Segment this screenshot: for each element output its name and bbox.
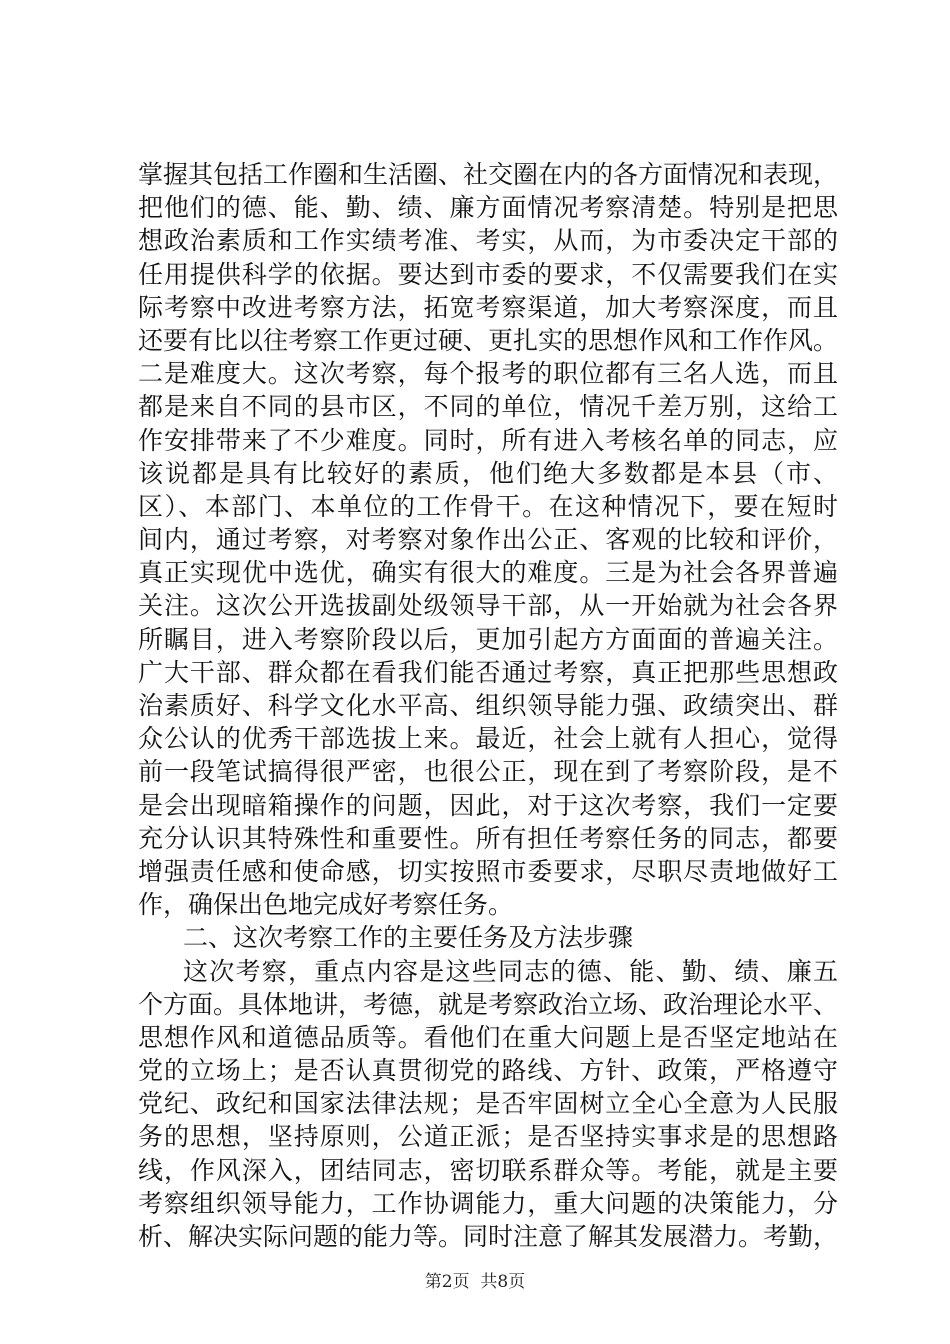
text-line: 治素质好、科学文化水平高、组织领导能力强、政绩突出、群 xyxy=(138,691,838,720)
text-line: 充分认识其特殊性和重要性。所有担任考察任务的同志，都要 xyxy=(138,823,838,853)
text-line: 党纪、政纪和国家法律法规；是否牢固树立全心全意为人民服 xyxy=(138,1089,838,1119)
text-line: 关注。这次公开选拔副处级领导干部，从一开始就为社会各界 xyxy=(138,591,838,621)
text-line: 这次考察，重点内容是这些同志的德、能、勤、绩、廉五 xyxy=(183,956,838,986)
document-body xyxy=(138,158,838,1253)
text-line: 析、解决实际问题的能力等。同时注意了解其发展潜力。考勤， xyxy=(138,1222,839,1251)
text-line: 个方面。具体地讲，考德，就是考察政治立场、政治理论水平、 xyxy=(138,989,839,1019)
text-line: 真正实现优中选优，确实有很大的难度。三是为社会各界普遍 xyxy=(138,558,838,588)
text-line: 众公认的优秀干部选拔上来。最近，社会上就有人担心，觉得 xyxy=(138,724,838,754)
text-line: 前一段笔试搞得很严密，也很公正，现在到了考察阶段，是不 xyxy=(138,757,838,787)
text-line: 还要有比以往考察工作更过硬、更扎实的思想作风和工作作风。 xyxy=(138,325,839,355)
text-line: 务的思想，坚持原则，公道正派；是否坚持实事求是的思想路 xyxy=(138,1122,838,1152)
text-line: 区）、本部门、本单位的工作骨干。在这种情况下，要在短时 xyxy=(138,491,838,521)
text-line: 任用提供科学的依据。要达到市委的要求，不仅需要我们在实 xyxy=(138,259,838,289)
text-line: 党的立场上；是否认真贯彻党的路线、方针、政策，严格遵守 xyxy=(138,1056,838,1086)
text-line: 所瞩目，进入考察阶段以后，更加引起方方面面的普遍关注。 xyxy=(138,624,838,654)
text-line: 增强责任感和使命感，切实按照市委要求，尽职尽责地做好工 xyxy=(138,856,838,886)
text-line: 作，确保出色地完成好考察任务。 xyxy=(138,890,514,920)
text-line: 是会出现暗箱操作的问题，因此，对于这次考察，我们一定要 xyxy=(138,790,838,820)
text-line: 掌握其包括工作圈和生活圈、社交圈在内的各方面情况和表现， xyxy=(138,160,839,189)
text-line: 都是来自不同的县市区，不同的单位，情况千差万别，这给工 xyxy=(138,392,838,422)
text-line: 作安排带来了不少难度。同时，所有进入考核名单的同志，应 xyxy=(138,425,838,455)
text-line: 把他们的德、能、勤、绩、廉方面情况考察清楚。特别是把思 xyxy=(138,193,838,223)
text-line: 际考察中改进考察方法，拓宽考察渠道，加大考察深度，而且 xyxy=(138,292,838,322)
text-line: 该说都是具有比较好的素质，他们绝大多数都是本县（市、 xyxy=(138,458,838,488)
page-number-footer: 第2页 共8页 xyxy=(424,1272,526,1292)
text-line: 二是难度大。这次考察，每个报考的职位都有三名人选，而且 xyxy=(138,359,838,389)
text-line: 广大干部、群众都在看我们能否通过考察，真正把那些思想政 xyxy=(138,657,838,687)
text-line: 想政治素质和工作实绩考准、考实，从而，为市委决定干部的 xyxy=(138,226,838,256)
text-line: 线，作风深入，团结同志，密切联系群众等。考能，就是主要 xyxy=(138,1155,838,1185)
text-line: 考察组织领导能力，工作协调能力，重大问题的决策能力，分 xyxy=(138,1188,838,1218)
text-line: 间内，通过考察，对考察对象作出公正、客观的比较和评价， xyxy=(138,525,838,555)
section-heading: 二、这次考察工作的主要任务及方法步骤 xyxy=(183,923,634,953)
text-line: 思想作风和道德品质等。看他们在重大问题上是否坚定地站在 xyxy=(138,1022,838,1052)
